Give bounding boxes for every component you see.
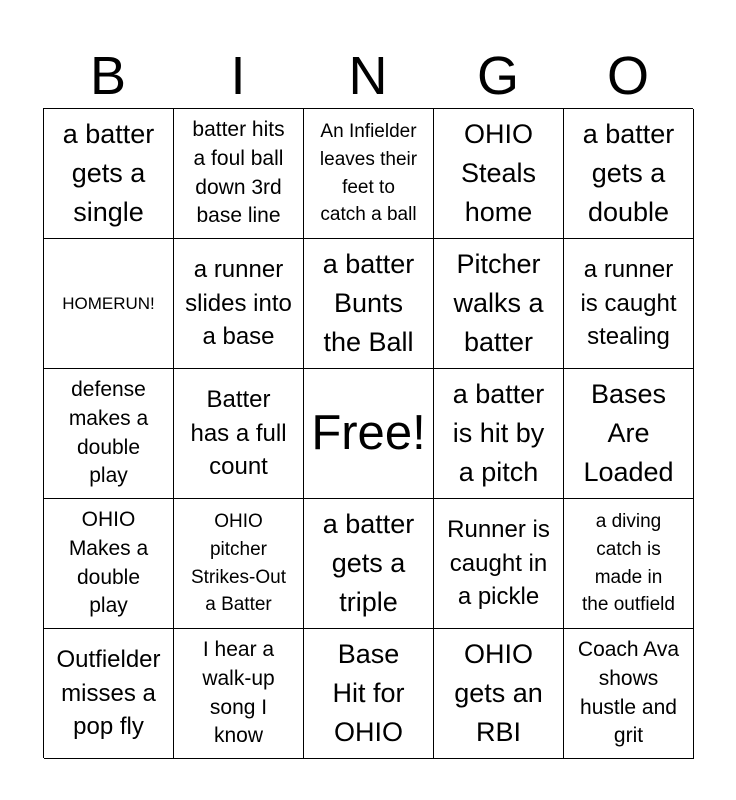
bingo-cell-text: batter hits a foul ball down 3rd base line	[192, 117, 285, 228]
bingo-cell-text: OHIO Makes a double play	[68, 507, 149, 618]
bingo-cell-text: Pitcher walks a batter	[453, 248, 544, 358]
header-letter-o: O	[606, 46, 649, 106]
free-space-label: Free!	[311, 405, 426, 460]
bingo-cell-text: a runner is caught stealing	[580, 256, 677, 351]
bingo-cell-text: HOMERUN!	[62, 293, 155, 313]
bingo-cell-free[interactable]	[304, 369, 434, 499]
bingo-cell-r2-c5[interactable]	[564, 239, 694, 369]
bingo-cell-r3-c2[interactable]	[174, 369, 304, 499]
bingo-cell-r4-c1[interactable]	[44, 499, 174, 629]
bingo-cell-r4-c3[interactable]	[304, 499, 434, 629]
bingo-header	[43, 44, 693, 108]
bingo-cell-text: OHIO pitcher Strikes-Out a Batter	[190, 511, 287, 616]
header-letter-n: N	[348, 46, 388, 106]
bingo-cell-text: a batter gets a triple	[322, 508, 415, 618]
bingo-cell-text: defense makes a double play	[68, 377, 149, 488]
bingo-cell-r1-c5[interactable]	[564, 109, 694, 239]
bingo-cell-r4-c5[interactable]	[564, 499, 694, 629]
bingo-cell-text: a diving catch is made in the outfield	[582, 511, 675, 616]
bingo-cell-text: OHIO gets an RBI	[454, 638, 543, 748]
bingo-cell-r5-c5[interactable]	[564, 629, 694, 759]
bingo-cell-r2-c2[interactable]	[174, 239, 304, 369]
bingo-cell-text: a batter gets a double	[582, 118, 675, 228]
bingo-cell-r3-c4[interactable]	[434, 369, 564, 499]
bingo-cell-text: Coach Ava shows hustle and grit	[577, 637, 680, 748]
bingo-cell-text: Base Hit for OHIO	[332, 638, 405, 748]
bingo-cell-r1-c1[interactable]	[44, 109, 174, 239]
bingo-cell-text: a batter gets a single	[62, 118, 155, 228]
bingo-cell-r3-c5[interactable]	[564, 369, 694, 499]
bingo-cell-r2-c4[interactable]	[434, 239, 564, 369]
header-letter-g: G	[476, 46, 519, 106]
bingo-cell-r5-c2[interactable]	[174, 629, 304, 759]
bingo-cell-r5-c3[interactable]	[304, 629, 434, 759]
bingo-cell-r5-c1[interactable]	[44, 629, 174, 759]
bingo-cell-r1-c4[interactable]	[434, 109, 564, 239]
bingo-cell-text: a batter Bunts the Ball	[322, 248, 415, 358]
bingo-cell-r3-c1[interactable]	[44, 369, 174, 499]
bingo-cell-r4-c4[interactable]	[434, 499, 564, 629]
bingo-cell-text: Outfielder misses a pop fly	[56, 646, 161, 741]
bingo-cell-r2-c3[interactable]	[304, 239, 434, 369]
bingo-cell-r5-c4[interactable]	[434, 629, 564, 759]
bingo-cell-r1-c2[interactable]	[174, 109, 304, 239]
bingo-cell-text: Batter has a full count	[190, 386, 287, 481]
header-letter-b: B	[89, 46, 127, 106]
bingo-cell-text: Bases Are Loaded	[583, 378, 674, 488]
bingo-cell-r1-c3[interactable]	[304, 109, 434, 239]
bingo-cell-r2-c1[interactable]	[44, 239, 174, 369]
bingo-cell-text: OHIO Steals home	[460, 118, 537, 228]
bingo-cell-text: I hear a walk-up song I know	[202, 637, 275, 748]
bingo-cell-text: a batter is hit by a pitch	[452, 378, 545, 488]
bingo-board	[43, 108, 693, 758]
bingo-cell-text: An Infielder leaves their feet to catch a ball	[319, 121, 418, 226]
bingo-cell-text: Runner is caught in a pickle	[447, 516, 550, 611]
bingo-cell-r4-c2[interactable]	[174, 499, 304, 629]
bingo-cell-text: a runner slides into a base	[185, 256, 292, 351]
header-letter-i: I	[230, 46, 246, 106]
